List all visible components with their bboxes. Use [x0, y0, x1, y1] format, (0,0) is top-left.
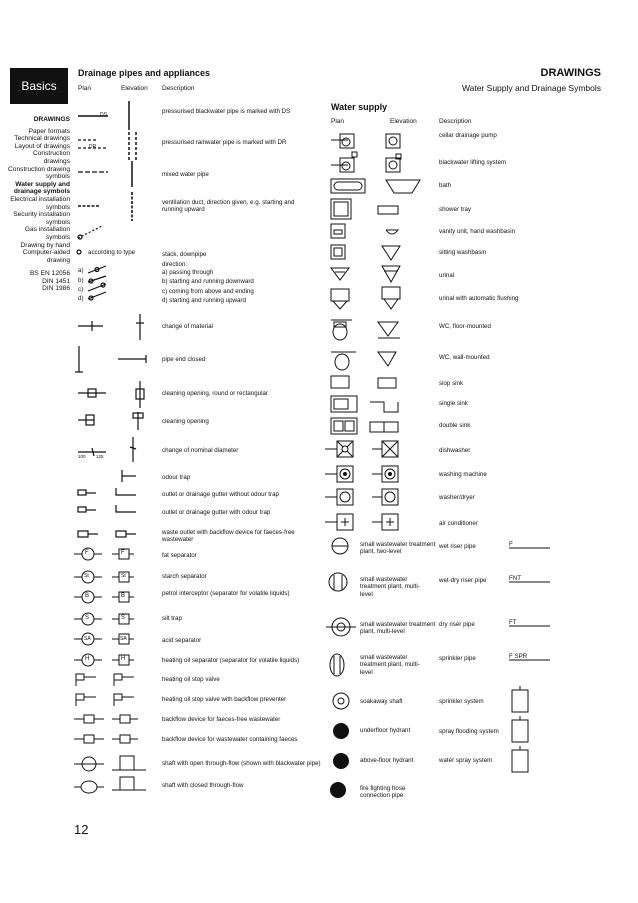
- desc-urinal: urinal: [439, 272, 455, 279]
- desc-treatment-multi-2: small wastewater treatment plant, multi-level: [360, 621, 436, 636]
- desc-air-conditioner: air conditioner: [439, 520, 478, 527]
- desc-oil-stop-valve: heating oil stop valve: [162, 676, 220, 683]
- desc-ventilation-duct: ventilation duct, direction given, e.g. starting and running upward: [162, 199, 295, 214]
- label-d125: 125: [96, 454, 104, 459]
- page-heading: DRAWINGS: [540, 67, 601, 79]
- label-d100: 100: [78, 454, 86, 459]
- label-f2: F: [121, 550, 125, 556]
- desc-starch-separator: starch separator: [162, 573, 207, 580]
- sidebar-item[interactable]: Security installation symbols: [13, 211, 70, 226]
- desc-wc-wall: WC, wall-mounted: [439, 354, 490, 361]
- sidebar-item[interactable]: Paper formats: [28, 127, 70, 135]
- desc-single-sink: single sink: [439, 400, 468, 407]
- desc-silt-trap: silt trap: [162, 615, 182, 622]
- sidebar-item[interactable]: Construction drawing symbols: [8, 165, 70, 181]
- sidebar-item[interactable]: Layout of drawings: [14, 142, 70, 150]
- desc-fire-hose: fire fighting hose connection pipe: [360, 785, 406, 800]
- desc-underfloor-hydrant: underfloor hydrant: [360, 727, 411, 734]
- riser-wet-code: F: [509, 541, 513, 548]
- desc-waste-outlet: waste outlet with backflow device for faeces-free wastewater: [162, 529, 295, 544]
- riser-wet-dry: wet-dry riser pipe: [439, 577, 487, 584]
- label-sa2: SA: [120, 636, 127, 642]
- system-sprinkler: sprinkler system: [439, 698, 484, 705]
- sidebar-item[interactable]: Drawing by hand: [20, 241, 70, 249]
- label-h2: H: [121, 656, 126, 662]
- label-dr: DR: [89, 144, 97, 150]
- riser-sprinkler-code: F SPR: [509, 653, 528, 660]
- desc-treatment-multi-1: small wastewater treatment plant, multi-level: [360, 576, 420, 598]
- desc-change-material: change of material: [162, 323, 213, 330]
- desc-dir-d: d) starting and running upward: [162, 297, 246, 304]
- desc-heating-oil-separator: heating oil separator (separator for volatile liquids): [162, 657, 300, 664]
- label-s: S: [85, 615, 90, 621]
- desc-treatment-two: small wastewater treatment plant, two-level: [360, 541, 436, 556]
- desc-treatment-multi-3: small wastewater treatment plant, multi-level: [360, 654, 420, 676]
- sidebar-item[interactable]: Computer-aided drawing: [22, 249, 70, 264]
- desc-blackwater-lifting: blackwater lifting system: [439, 159, 507, 166]
- right-col-plan: Plan: [331, 118, 345, 125]
- right-section-title: Water supply: [331, 102, 388, 112]
- desc-rainwater-pipe: pressurised rainwater pipe is marked with DR: [162, 139, 287, 146]
- riser-wet: wet riser pipe: [439, 543, 476, 550]
- desc-nominal-diameter: change of nominal diameter: [162, 447, 239, 454]
- desc-dishwasher: dishwasher: [439, 447, 471, 454]
- left-col-elevation: Elevation: [121, 85, 148, 92]
- desc-odour-trap: odour trap: [162, 474, 191, 481]
- desc-cleaning: cleaning opening: [162, 418, 209, 425]
- standard: DIN 1451: [42, 277, 70, 285]
- desc-mixed-water-pipe: mixed water pipe: [162, 171, 209, 178]
- left-col-plan: Plan: [78, 85, 92, 92]
- desc-backflow-faeces: backflow device for wastewater containing faeces: [162, 736, 298, 743]
- sidebar-heading: DRAWINGS: [33, 116, 70, 123]
- desc-dir-c: c) coming from above and ending: [162, 288, 254, 295]
- label-b2: B: [121, 593, 126, 599]
- label-st2: St: [121, 573, 126, 579]
- label-f: F: [85, 550, 89, 556]
- riser-dry: dry riser pipe: [439, 621, 475, 628]
- label-sa: SA: [84, 636, 91, 642]
- desc-cellar-pump: cellar drainage pump: [439, 132, 497, 139]
- desc-cleaning-round: cleaning opening, round or rectangular: [162, 390, 268, 397]
- desc-outlet-without: outlet or drainage gutter without odour trap: [162, 491, 279, 498]
- desc-direction: direction:: [162, 261, 188, 268]
- desc-petrol-interceptor: petrol interceptor (separator for volatile liquids): [162, 590, 290, 597]
- label-h: H: [85, 656, 90, 662]
- desc-washer-dryer: washer/dryer: [439, 494, 475, 501]
- label-b: B: [85, 593, 90, 599]
- desc-double-sink: double sink: [439, 422, 471, 429]
- dir-letter-d: d): [78, 295, 84, 302]
- label-s2: S: [121, 615, 126, 621]
- page-number: 12: [74, 822, 89, 837]
- desc-blackwater-pipe: pressurised blackwater pipe is marked with DS: [162, 108, 291, 115]
- basics-tab[interactable]: Basics: [10, 68, 68, 104]
- desc-slop-sink: slop sink: [439, 380, 464, 387]
- dir-letter-b: b): [78, 277, 84, 284]
- desc-urinal-flush: urinal with automatic flushing: [439, 295, 519, 302]
- desc-outlet-with: outlet or drainage gutter with odour trap: [162, 509, 271, 516]
- label-ds: DS: [100, 112, 107, 118]
- left-col-description: Description: [162, 85, 195, 92]
- system-spray-flooding: spray flooding system: [439, 728, 499, 735]
- standard: BS EN 12056: [30, 270, 70, 278]
- desc-fat-separator: fat separator: [162, 552, 197, 559]
- sidebar-item[interactable]: Technical drawings: [14, 135, 70, 143]
- riser-dry-code: FT: [509, 619, 517, 626]
- desc-wc-floor: WC, floor-mounted: [439, 323, 491, 330]
- riser-sprinkler: sprinkler pipe: [439, 655, 476, 662]
- sidebar-item[interactable]: Electrical installation symbols: [10, 195, 70, 211]
- right-col-description: Description: [439, 118, 472, 125]
- system-water-spray: water spray system: [439, 757, 493, 764]
- desc-shaft-open: shaft with open through-flow (shown with blackwater pipe): [162, 760, 321, 767]
- sidebar-item[interactable]: Construction drawings: [32, 150, 70, 165]
- desc-shaft-closed: shaft with closed through-flow: [162, 782, 244, 789]
- desc-dir-a: a) passing through: [162, 269, 214, 276]
- label-st: St: [84, 573, 89, 579]
- desc-dir-b: b) starting and running downward: [162, 278, 254, 285]
- desc-oil-stop-backflow: heating oil stop valve with backflow preventer: [162, 696, 287, 703]
- desc-bath: bath: [439, 182, 452, 189]
- riser-wet-dry-code: FNT: [509, 575, 522, 582]
- page-subheading: Water Supply and Drainage Symbols: [461, 83, 601, 93]
- desc-above-floor-hydrant: above-floor hydrant: [360, 757, 414, 764]
- left-section-title: Drainage pipes and appliances: [78, 68, 211, 78]
- desc-soakaway: soakaway shaft: [360, 698, 403, 705]
- desc-stack: stack, downpipe: [162, 251, 207, 258]
- desc-shower-tray: shower tray: [439, 206, 471, 213]
- stack-note: according to type: [88, 249, 136, 256]
- desc-washing-machine: washing machine: [439, 471, 487, 478]
- sidebar-item[interactable]: Gas installation symbols: [24, 226, 70, 241]
- desc-backflow-faeces-free: backflow device for faeces-free wastewater: [162, 716, 281, 723]
- standard: DIN 1986: [42, 285, 70, 293]
- sidebar-item-active[interactable]: Water supply and drainage symbols: [13, 180, 70, 196]
- right-col-elevation: Elevation: [390, 118, 417, 125]
- desc-vanity: vanity unit, hand washbasin: [439, 228, 516, 235]
- desc-acid-separator: acid separator: [162, 637, 202, 644]
- dir-letter-a: a): [78, 267, 84, 274]
- desc-sitting-washbasin: sitting washbasin: [439, 249, 487, 256]
- dir-letter-c: c): [78, 286, 84, 293]
- desc-pipe-end: pipe end closed: [162, 356, 206, 363]
